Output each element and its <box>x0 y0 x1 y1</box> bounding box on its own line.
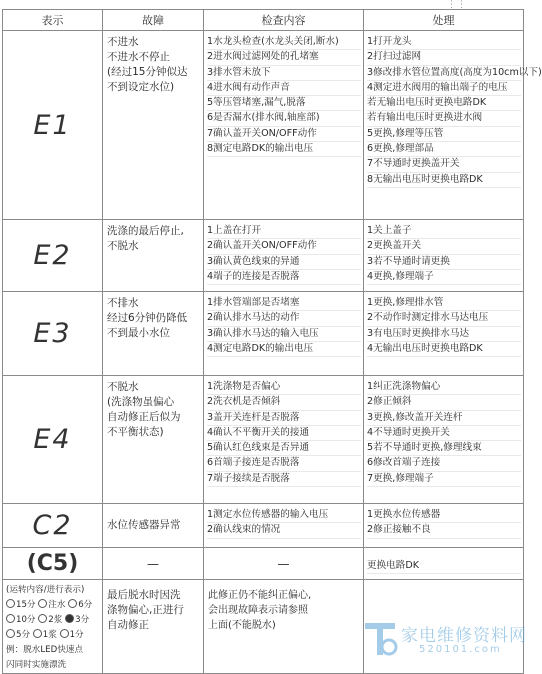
list-item: 3更换,修改盖开关连杆 <box>367 411 521 426</box>
handling <box>364 31 542 220</box>
check-content <box>204 31 364 220</box>
list-item: 7不导通时更换盖开关 <box>367 157 521 172</box>
error-code: (C5) <box>3 548 103 580</box>
list-item: 2确认线束的情况 <box>207 523 361 538</box>
led-off-icon <box>6 629 15 638</box>
list-item: 5若不导通时更换,修理线束 <box>367 441 521 456</box>
check-content <box>204 220 364 292</box>
text-line: 涤物偏心,正进行 <box>107 604 184 616</box>
watermark <box>359 615 527 663</box>
header-check: 检查内容 <box>204 10 364 31</box>
table-header-row <box>3 10 524 31</box>
list-item: 6是否漏水(排水阀,轴座部) <box>207 111 361 126</box>
text-line: 最后脱水时因洗 <box>107 589 181 601</box>
list-item: 3盖开关连杆是否脱落 <box>207 411 361 426</box>
list-item: 8无输出电压时更换电路DK <box>367 173 521 188</box>
text-line: 不进水不停止 <box>107 51 170 63</box>
list-item: 4更换,修理端子 <box>367 270 521 285</box>
list-item: 6修改首端子连接 <box>367 456 521 471</box>
text-line: 不脱水 <box>107 240 139 252</box>
fault-description: — <box>103 548 204 580</box>
led-off-icon <box>38 599 47 608</box>
list-item: 2确认盖开关ON/OFF动作 <box>207 239 361 254</box>
text-line: 不平衡状态) <box>107 426 164 438</box>
list-item: 4不导通时更换开关 <box>367 426 521 441</box>
list-item: 1打开龙头 <box>367 35 521 50</box>
text-line: 不脱水 <box>107 381 139 393</box>
fault-description <box>103 292 204 376</box>
list-item: 1排水管端部是否堵塞 <box>207 296 361 311</box>
table-row <box>3 548 524 580</box>
led-off-icon <box>33 629 42 638</box>
fault-description <box>103 220 204 292</box>
fault-description <box>103 504 204 548</box>
error-code: E1 <box>3 31 103 220</box>
legend-label: 15分 <box>16 600 36 610</box>
list-item: 2打扫过滤网 <box>367 50 521 65</box>
led-flashing-icon <box>65 614 74 623</box>
list-item: 4测定进水阀用的输出端子的电压 <box>367 81 521 96</box>
legend-note: 例：脱水LED快速点 <box>6 645 83 655</box>
legend-label: 1分 <box>69 630 84 640</box>
legend-label: 1浆 <box>42 630 57 640</box>
header-fault: 故障 <box>103 10 204 31</box>
text-line: 自动修正 <box>107 619 149 631</box>
list-item: 2确认排水马达的动作 <box>207 311 361 326</box>
text-line: 不进水 <box>107 36 139 48</box>
check-content <box>204 376 364 504</box>
list-item: 4测定电路DK的输出电压 <box>207 342 361 357</box>
list-item: 1更换水位传感器 <box>367 508 521 523</box>
list-item: 2修正接触不良 <box>367 523 521 538</box>
fault-description <box>103 580 204 674</box>
list-item: 更换电路DK <box>367 559 521 574</box>
watermark-logo-icon <box>359 615 401 661</box>
watermark-text: 家电维修资料网 <box>401 626 527 646</box>
table-row <box>3 220 524 292</box>
list-item: 8测定电路DK的输出电压 <box>207 142 361 157</box>
led-off-icon <box>6 599 15 608</box>
led-off-icon <box>38 614 47 623</box>
watermark-url: 520101.com <box>419 644 502 655</box>
list-item: 6首端子接连是否脱落 <box>207 456 361 471</box>
list-item: 3若不导通时请更换 <box>367 255 521 270</box>
check-content <box>204 292 364 376</box>
text-line: 上面(不能脱水) <box>208 620 276 631</box>
table-row <box>3 292 524 376</box>
list-item: 1关上盖子 <box>367 224 521 239</box>
error-code: E2 <box>3 220 103 292</box>
list-item: 3确认排水马达的输入电压 <box>207 327 361 342</box>
handling <box>364 376 524 504</box>
legend-label: 2浆 <box>48 615 63 625</box>
handling <box>364 292 524 376</box>
list-item: 2更换盖开关 <box>367 239 521 254</box>
list-item: 若有输出电压时更换进水阀 <box>367 111 521 126</box>
legend-label: 10分 <box>16 615 36 625</box>
list-item: 1洗涤物是否偏心 <box>207 380 361 395</box>
legend-note: 闪同时实施漂洗 <box>6 660 67 670</box>
list-item: 2修正倾斜 <box>367 395 521 410</box>
text-line: 水位传感器异常 <box>107 519 181 531</box>
error-code: E3 <box>3 292 103 376</box>
list-item: 1更换,修理排水管 <box>367 296 521 311</box>
status-legend <box>3 580 103 674</box>
list-item: 4进水阀有动作声音 <box>207 81 361 96</box>
corner-mark: ⋮⋮ <box>447 0 467 10</box>
text-line: 不到设定水位) <box>107 81 175 93</box>
text-line: 此修正仍不能纠正偏心, <box>208 590 312 601</box>
error-code: C2 <box>3 504 103 548</box>
table-row <box>3 376 524 504</box>
header-code: 表示 <box>3 10 103 31</box>
fault-code-table <box>2 9 542 674</box>
fault-description <box>103 376 204 504</box>
handling <box>364 548 524 580</box>
text-line: 不到最小水位 <box>107 327 170 339</box>
list-item: 1测定水位传感器的输入电压 <box>207 508 361 523</box>
text-line: (洗涤物虽偏心 <box>107 396 175 408</box>
list-item: 3修改排水管位置高度(高度为10cm以下) <box>367 66 521 81</box>
list-item: 6更换,修理部品 <box>367 142 521 157</box>
list-item: 3排水管未放下 <box>207 66 361 81</box>
list-item: 1水龙头检查(水龙头关闭,断水) <box>207 35 361 50</box>
led-off-icon <box>60 629 69 638</box>
legend-label: 注水 <box>48 600 66 610</box>
list-item: 4无输出电压时更换电路DK <box>367 342 521 357</box>
check-content <box>204 504 364 548</box>
list-item: 4端子的连接是否脱落 <box>207 270 361 285</box>
list-item: 7确认盖开关ON/OFF动作 <box>207 127 361 142</box>
text-line: 会出现故障表示请参照 <box>208 605 308 616</box>
list-item: 4确认不平衡开关的接通 <box>207 426 361 441</box>
legend-title: (运转内容/进行表示) <box>6 585 85 595</box>
led-off-icon <box>6 614 15 623</box>
list-item: 3确认黄色线束的异通 <box>207 255 361 270</box>
list-item: 5更换,修理等压管 <box>367 127 521 142</box>
legend-line <box>6 613 100 628</box>
check-content <box>204 580 364 674</box>
table-row <box>3 31 524 220</box>
list-item: 若无输出电压时更换电路DK <box>367 96 521 111</box>
list-item: 1上盖在打开 <box>207 224 361 239</box>
handling <box>364 504 524 548</box>
legend-label: 3分 <box>75 615 90 625</box>
list-item: 2进水阀过滤网处的孔堵塞 <box>207 50 361 65</box>
text-line: 洗涤的最后停止, <box>107 225 184 237</box>
text-line: 自动修正后似为 <box>107 411 181 423</box>
legend-label: 5分 <box>16 630 31 640</box>
handling <box>364 220 524 292</box>
list-item: 3有电压时更换排水马达 <box>367 327 521 342</box>
text-line: (经过15分钟似达 <box>107 66 188 78</box>
list-item: 5确认红色线束是否异通 <box>207 441 361 456</box>
legend-label: 6分 <box>78 600 93 610</box>
list-item: 1纠正洗涤物偏心 <box>367 380 521 395</box>
list-item: 5等压管堵塞,漏气,脱落 <box>207 96 361 111</box>
fault-description <box>103 31 204 220</box>
legend-line <box>6 628 100 643</box>
list-item: 7端子接续是否脱落 <box>207 472 361 487</box>
list-item: 2洗衣机是否倾斜 <box>207 395 361 410</box>
led-off-icon <box>68 599 77 608</box>
check-content: — <box>204 548 364 580</box>
list-item: 7更换,修理端子 <box>367 472 521 487</box>
list-item: 2不动作时测定排水马达电压 <box>367 311 521 326</box>
text-line: 不排水 <box>107 297 139 309</box>
table-row <box>3 504 524 548</box>
error-code: E4 <box>3 376 103 504</box>
text-line: 经过6分钟仍降低 <box>107 312 188 324</box>
header-handle: 处理 <box>364 10 524 31</box>
legend-line <box>6 598 100 613</box>
